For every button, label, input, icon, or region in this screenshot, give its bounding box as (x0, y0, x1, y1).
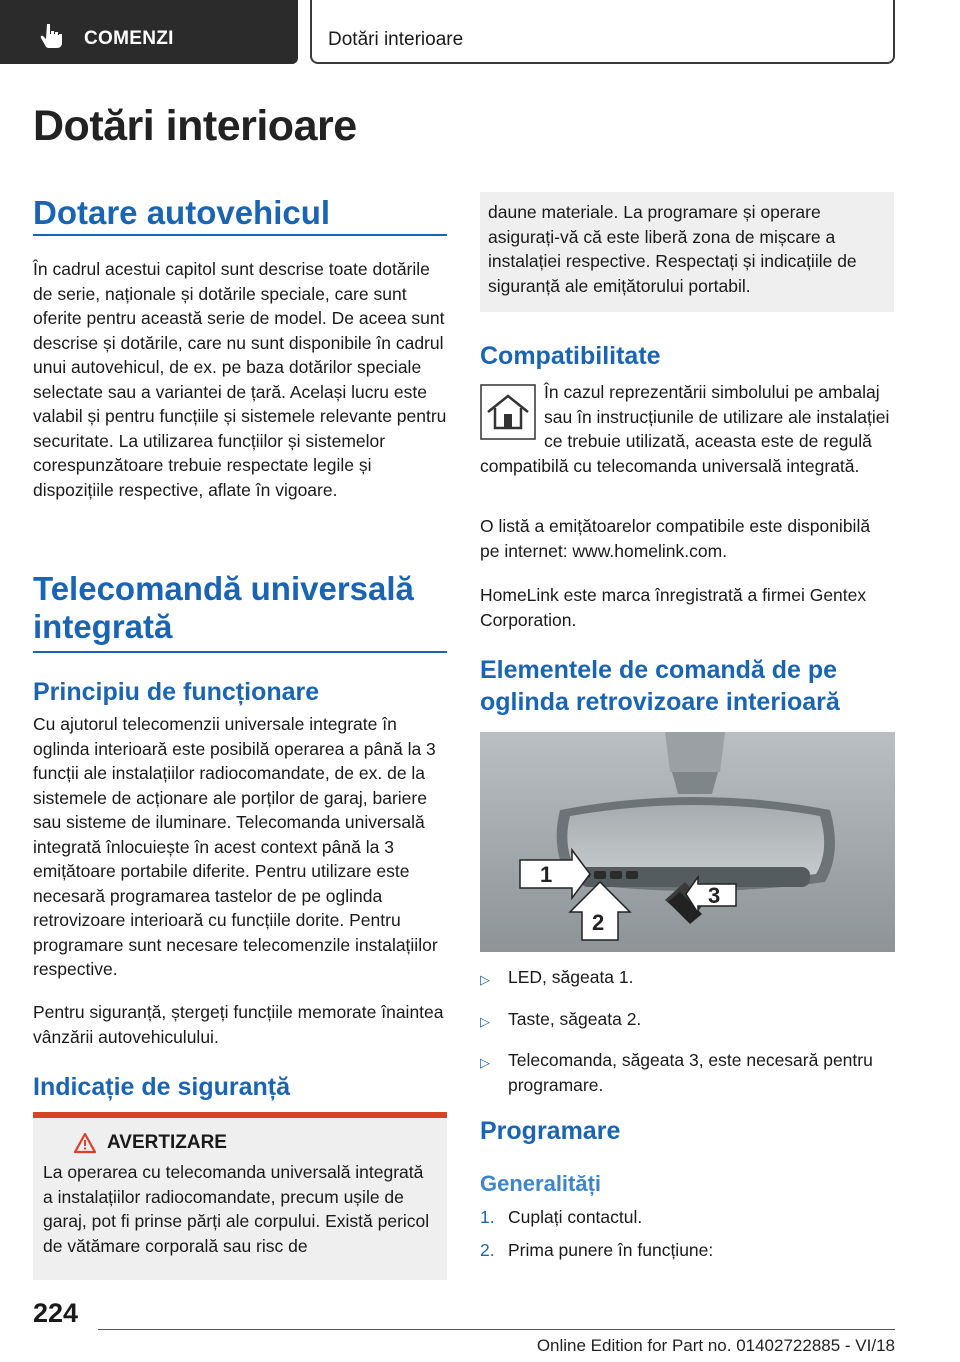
warning-text: La operarea cu telecomanda universală integrată a instalațiilor radiocomandate, precum ușile de garaj, pot fi prinse părți ale corpului. Există pericol de vătămare corporală sau risc de (43, 1162, 430, 1256)
step-number: 1. (480, 1207, 495, 1227)
triangle-bullet-icon: ▷ (480, 1013, 490, 1029)
heading-indicatie: Indicație de siguranță (33, 1073, 291, 1101)
list-item (480, 1048, 894, 1097)
heading-dotare: Dotare autovehicul (33, 194, 331, 231)
heading-generalitati: Generalități (480, 1171, 602, 1196)
steps-list (480, 1205, 894, 1276)
heading-programare: Programare (480, 1117, 621, 1145)
edition-text: Online Edition for Part no. 01402722885 - VI/18 (536, 1336, 895, 1355)
figure-label-2: 2 (592, 910, 605, 935)
hand-pointer-icon (38, 22, 64, 48)
warning-box-continued (480, 192, 894, 312)
list-item-text: LED, săgeata 1. (508, 967, 634, 987)
warning-title: AVERTIZARE (107, 1132, 227, 1153)
paragraph-principiu: Cu ajutorul telecomenzii universale integrate în oglinda interioară este posibilă operarea a până la 3 funcții ale instalațiilor radiocomandate, de ex. de la sistemele de acționare ale porților de garaj, bariere sau sisteme de iluminare. Telecomanda universală integrată înlocuiește în acest context până la 3 emițătoare portabile diferite. Pentru utilizare este necesară programarea tastelor de pe oglinda retrovizoare interioară cu funcțiile dorite. Pentru programare sunt necesare telecomenzile instalațiilor respective. (33, 714, 438, 979)
header-section-label: Dotări interioare (328, 29, 464, 50)
step-item (480, 1205, 894, 1230)
triangle-bullet-icon: ▷ (480, 1055, 490, 1070)
paragraph-lista: O listă a emițătoarelor compatibile este disponibilă pe internet: www.homelink.com. (480, 516, 871, 561)
heading-principiu: Principiu de funcționare (33, 678, 320, 706)
list-item (480, 965, 894, 993)
figure-label-3: 3 (708, 883, 721, 908)
warning-triangle-icon (73, 1132, 97, 1154)
step-number: 2. (480, 1239, 495, 1260)
bullet-list (480, 965, 894, 1111)
divider (33, 234, 447, 236)
step-item (480, 1238, 894, 1263)
paragraph-homelink: HomeLink este marca înregistrată a firmei Gentex Corporation. (480, 585, 867, 630)
list-item-text: Taste, săgeata 2. (508, 1008, 642, 1029)
heading-compatibilitate: Compatibilitate (480, 342, 661, 370)
paragraph-compatibilitate-text: În cazul reprezentării simbolului pe ambalaj sau în instrucțiunile de utilizare ale instalației ce trebuie utilizată, aceasta este de regulă compatibilă cu telecomanda universală integrată. (480, 382, 890, 476)
header-section (310, 0, 895, 64)
heading-elemente: Elementele de comandă de pe oglinda retrovizoare interioară (480, 656, 840, 716)
figure-label-1: 1 (540, 862, 553, 887)
warning-header (39, 1132, 441, 1154)
header-tab-label: COMENZI (84, 28, 174, 49)
paragraph-siguranta: Pentru siguranță, ștergeți funcțiile memorate înaintea vânzării autovehiculului. (33, 1002, 444, 1047)
warning-box (33, 1112, 447, 1280)
paragraph-dotare: În cadrul acestui capitol sunt descrise toate dotările de serie, naționale și dotările speciale, care sunt oferite pentru această serie de model. De aceea sunt descrise și dotările, care nu sunt disponibile în cadrul unui autovehicul, de ex. pe baza dotărilor speciale selectate sau a variantei de țară. Același lucru este valabil și pentru funcțiile și sistemele relevante pentru securitate. La utilizarea funcțiilor și sistemelor corespunzătoare trebuie respectate legile și dispozițiile respective, aflate în vigoare. (33, 259, 447, 500)
list-item (480, 1007, 894, 1035)
page-title: Dotări interioare (33, 102, 357, 150)
triangle-bullet-icon: ▷ (480, 972, 490, 987)
header-tab[interactable] (0, 0, 298, 64)
footer-divider (98, 1329, 895, 1330)
step-text: Cuplați contactul. (508, 1207, 643, 1227)
page-number: 224 (33, 1298, 79, 1328)
heading-telecomanda: Telecomandă universală integrată (33, 570, 414, 645)
icon-float-spacer (480, 380, 544, 452)
paragraph-compatibilitate (480, 380, 894, 478)
mirror-figure (480, 732, 895, 952)
step-text: Prima punere în funcțiune: (508, 1239, 714, 1260)
warning-text-continued: daune materiale. La programare și operare asigurați-vă că este liberă zona de mișcare a instalației respective. Respectați și indicațiile de siguranță ale emițătorului portabil. (488, 202, 857, 296)
list-item-text: Telecomanda, săgeata 3, este necesară pentru programare. (508, 1050, 873, 1095)
divider (33, 651, 447, 653)
